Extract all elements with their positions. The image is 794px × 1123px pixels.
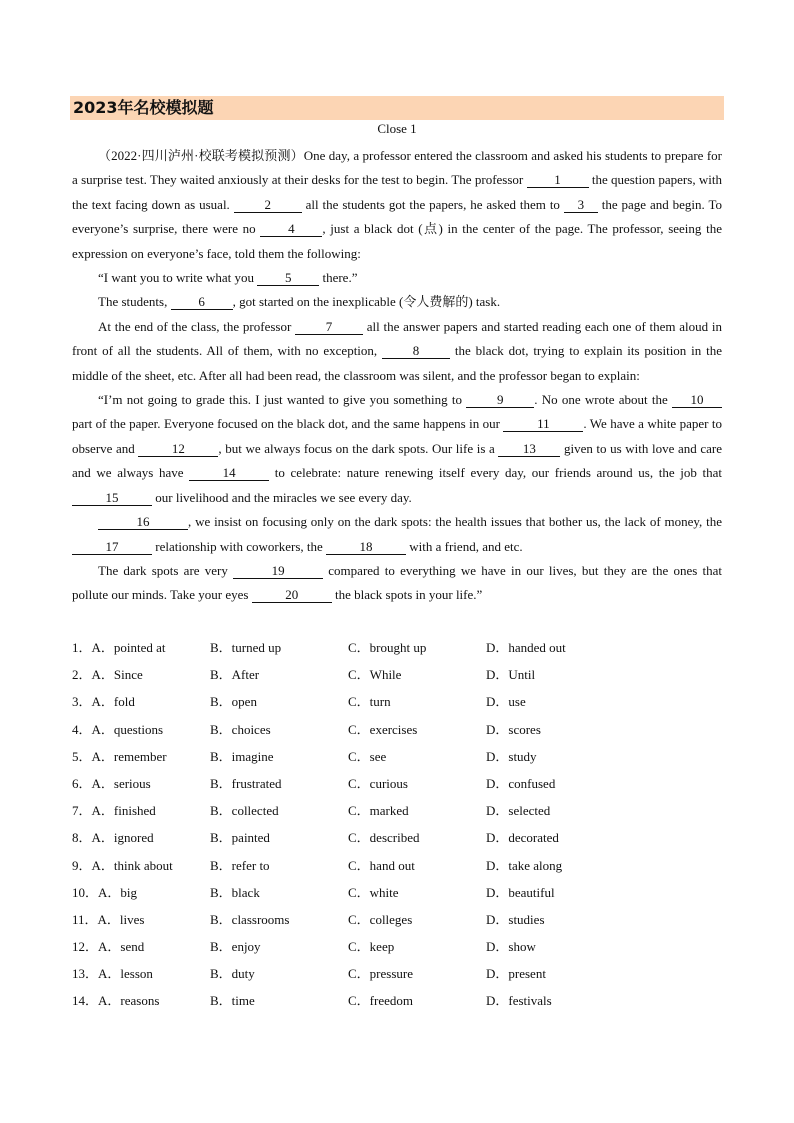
option-a[interactable]: 2．A．Since: [72, 667, 143, 683]
option-b[interactable]: B．frustrated: [210, 775, 282, 791]
paragraph-1: （2022·四川泸州·校联考模拟预测）One day, a professor entered the classroom and asked his students to prepare for a surprise test. They waited anxiously at their desks for the test to begin. The professor 1 the question papers, with the text facing down as usual. 2 all the students got the papers, he asked them to 3 the page and begin. To everyone’s surprise, there were no 4 , just a black dot (点) in the center of the page. The professor, seeing the expression on everyone’s face, told them the following:: [72, 148, 723, 261]
question-row: [72, 933, 722, 960]
option-d[interactable]: D．present: [486, 966, 546, 982]
option-a[interactable]: 1．A．pointed at: [72, 640, 166, 655]
blank-5: 5: [257, 271, 319, 286]
option-c[interactable]: C．turn: [348, 694, 391, 710]
question-row: [72, 852, 722, 879]
option-b[interactable]: B．choices: [210, 721, 271, 737]
question-row: [72, 634, 722, 661]
section-title: 2023年名校模拟题: [73, 98, 214, 117]
option-b[interactable]: B．collected: [210, 803, 279, 819]
option-d[interactable]: D．scores: [486, 721, 541, 737]
option-c[interactable]: C．hand out: [348, 857, 415, 873]
question-row: [72, 770, 722, 797]
option-d[interactable]: D．Until: [486, 667, 536, 683]
option-c[interactable]: C．described: [348, 830, 420, 846]
option-a[interactable]: 12．A．send: [72, 939, 145, 955]
question-row: [72, 879, 722, 906]
option-b[interactable]: B．duty: [210, 966, 255, 982]
option-c[interactable]: C．While: [348, 667, 402, 683]
question-row: [72, 688, 722, 715]
option-a[interactable]: 4．A．questions: [72, 721, 164, 737]
blank-20: 20: [252, 588, 332, 603]
option-b[interactable]: B．classrooms: [210, 911, 290, 927]
option-a[interactable]: 3．A．fold: [72, 694, 135, 710]
option-a[interactable]: 7．A．finished: [72, 803, 156, 819]
blank-17: 17: [72, 540, 152, 555]
blank-3: 3: [564, 198, 598, 213]
question-row: [72, 906, 722, 933]
option-a[interactable]: 10．A．big: [72, 884, 138, 900]
blank-18: 18: [326, 540, 406, 555]
paragraph-5: “I’m not going to grade this. I just wanted to give you something to 9 . No one wrote about the 10 part of the paper. Everyone focused on the black dot, and the same happens in our 11 . We have a white paper to observe and 12 , but we always focus on the dark spots. Our life is a 13 given to us with love and care and we always have 14 to celebrate: nature renewing itself every day, our friends around us, the job that 15 our livelihood and the miracles we see every day.: [72, 392, 722, 505]
option-a[interactable]: 14．A．reasons: [72, 993, 160, 1009]
question-row: [72, 716, 722, 743]
option-b[interactable]: B．After: [210, 667, 260, 683]
question-row: [72, 824, 722, 851]
blank-15: 15: [72, 491, 152, 506]
question-row: [72, 743, 722, 770]
option-d[interactable]: D．beautiful: [486, 884, 555, 900]
option-d[interactable]: D．confused: [486, 775, 556, 791]
blank-10: 10: [672, 393, 722, 408]
option-d[interactable]: D．show: [486, 939, 536, 955]
option-b[interactable]: B．time: [210, 993, 255, 1009]
paragraph-3: The students, 6 , got started on the inexplicable (令人费解的) task.: [98, 294, 501, 310]
option-d[interactable]: D．use: [486, 694, 526, 710]
option-b[interactable]: B．painted: [210, 830, 270, 846]
option-c[interactable]: C．exercises: [348, 721, 418, 737]
option-d[interactable]: D．take along: [486, 857, 563, 873]
option-c[interactable]: C．white: [348, 884, 399, 900]
blank-1: 1: [527, 173, 589, 188]
blank-7: 7: [295, 320, 363, 335]
option-c[interactable]: C．brought up: [348, 640, 427, 655]
option-d[interactable]: D．studies: [486, 911, 545, 927]
option-d[interactable]: D．decorated: [486, 830, 559, 846]
section-header: [70, 96, 724, 120]
option-a[interactable]: 8．A．ignored: [72, 830, 154, 846]
answer-options: [72, 634, 722, 1015]
option-c[interactable]: C．see: [348, 748, 387, 764]
blank-12: 12: [138, 442, 218, 457]
option-b[interactable]: B．open: [210, 694, 257, 710]
option-d[interactable]: D．handed out: [486, 640, 566, 655]
option-b[interactable]: B．black: [210, 884, 260, 900]
passage-title: Close 1: [377, 121, 417, 136]
blank-8: 8: [382, 344, 450, 359]
blank-4: 4: [260, 222, 322, 237]
blank-19: 19: [233, 564, 323, 579]
question-row: [72, 987, 722, 1014]
blank-9: 9: [466, 393, 534, 408]
option-d[interactable]: D．selected: [486, 803, 551, 819]
option-c[interactable]: C．freedom: [348, 993, 413, 1009]
paragraph-2: “I want you to write what you 5 there.”: [98, 270, 358, 286]
blank-14: 14: [189, 466, 269, 481]
paragraph-6: 16 , we insist on focusing only on the dark spots: the health issues that bother us, the lack of money, the 17 relationship with coworkers, the 18 with a friend, and etc.: [72, 510, 722, 559]
option-a[interactable]: 13．A．lesson: [72, 966, 153, 982]
blank-6: 6: [171, 295, 233, 310]
question-row: [72, 661, 722, 688]
option-a[interactable]: 5．A．remember: [72, 748, 167, 764]
option-b[interactable]: B．enjoy: [210, 939, 261, 955]
paragraph-4: At the end of the class, the professor 7 all the answer papers and started reading each one of them aloud in front of all the students. All of them, with no exception, 8 the black dot, trying to explain its position in the middle of the sheet, etc. After all had been read, the classroom was silent, and the professor began to explain:: [72, 318, 723, 383]
option-d[interactable]: D．study: [486, 748, 537, 764]
option-d[interactable]: D．festivals: [486, 993, 552, 1009]
question-row: [72, 960, 722, 987]
option-a[interactable]: 9．A．think about: [72, 857, 173, 873]
blank-2: 2: [234, 198, 302, 213]
option-b[interactable]: B．turned up: [210, 640, 282, 655]
option-a[interactable]: 6．A．serious: [72, 775, 151, 791]
blank-11: 11: [503, 417, 583, 432]
option-c[interactable]: C．marked: [348, 803, 409, 819]
option-c[interactable]: C．pressure: [348, 966, 413, 982]
option-a[interactable]: 11．A．lives: [72, 911, 145, 927]
option-b[interactable]: B．refer to: [210, 857, 270, 873]
option-b[interactable]: B．imagine: [210, 748, 274, 764]
source-note: （2022·四川泸州·校联考模拟预测）: [98, 148, 304, 163]
blank-13: 13: [498, 442, 560, 457]
question-row: [72, 797, 722, 824]
option-c[interactable]: C．curious: [348, 775, 408, 791]
blank-16: 16: [98, 515, 188, 530]
paragraph-7: The dark spots are very 19 compared to everything we have in our lives, but they are the ones that pollute our minds. Take your eyes 20 the black spots in your life.”: [72, 562, 723, 603]
option-c[interactable]: C．keep: [348, 939, 395, 955]
option-c[interactable]: C．colleges: [348, 911, 413, 927]
cloze-passage: [72, 144, 722, 608]
